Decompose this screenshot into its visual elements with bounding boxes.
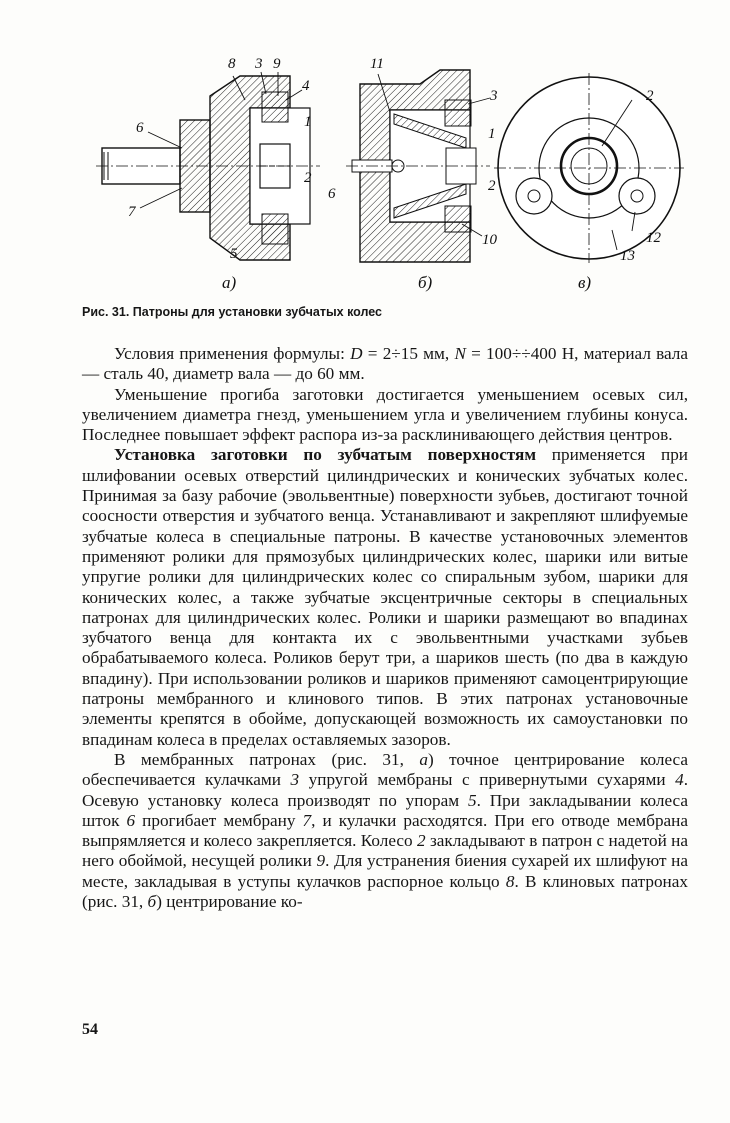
p4-s15: 9 bbox=[316, 851, 326, 871]
p4-s16: . Для устранения биения сухарей их шлифуют на месте, закладывая в уступы кулачков распорное кольцо bbox=[82, 851, 689, 891]
p3-text: применяется при шлифовании осевых отверстий цилиндрических и конических зубчатых колес. Принимая за базу рабочие (эвольвентные) поверхности зубьев, достигают точной соосности отверстия и зубчатого венца. Устанавливают и закрепляют шлифуемые зубчатые колеса в специальные патроны. В качестве установочных элементов применяют ролики для прямозубых цилиндрических колес, шарики или витые упругие ролики для цилиндрических колес со спиральным зубом, шарики для конических колес, а также зубчатые эксцентричные секторы в специальных патронах для цилиндрических колес. Ролики и шарики размещают во впадинах зубчатого венца для контакта их с эвольвентными участками зубьев обрабатываемого колеса. Роликов берут три, а шариков шесть (по два в каждую впадину). При использовании роликов и шариков применяют самоцентрирующие патроны мембранного и клинового типов. В этих патронах установочные элементы крепятся в обойме, допускающей возможность их самоустановки по впадинам колеса в пределах оставляемых зазоров. bbox=[82, 445, 688, 749]
label-a-8: 7 bbox=[128, 204, 136, 220]
label-a-4: 4 bbox=[302, 78, 310, 94]
p4-s12: , и кулачки расходятся. При его отводе мембрана выпрямляется и колесо закрепляется. Колесо bbox=[82, 810, 688, 851]
page-number: 54 bbox=[82, 1021, 98, 1038]
drawing-b-wedge-chuck bbox=[346, 70, 490, 262]
p4-s9: 6 bbox=[126, 810, 136, 830]
p1-var-n: N bbox=[454, 344, 466, 363]
paragraph-membrane-chucks bbox=[82, 750, 688, 912]
label-v-2: 12 bbox=[646, 230, 661, 246]
p1-text-1: Условия применения формулы: bbox=[114, 344, 351, 363]
sub-label-a: а) bbox=[222, 273, 237, 292]
paragraph-formula-conditions bbox=[82, 344, 688, 385]
p4-s3: 3 bbox=[290, 770, 300, 790]
label-v-1: 2 bbox=[646, 88, 654, 104]
body-text bbox=[82, 344, 688, 912]
p4-s1: а bbox=[419, 749, 428, 769]
figure-31 bbox=[90, 48, 690, 306]
figure-caption: Рис. 31. Патроны для установки зубчатых колес bbox=[82, 305, 383, 319]
label-a-7: 2 bbox=[304, 170, 312, 186]
p4-s5: 4 bbox=[675, 770, 684, 790]
p4-s10: прогибает мембрану bbox=[135, 810, 303, 830]
label-a-1: 8 bbox=[228, 56, 236, 72]
p4-s11: 7 bbox=[302, 810, 312, 830]
label-a-5: 1 bbox=[304, 114, 312, 130]
p4-s17: 8 bbox=[505, 871, 515, 891]
p4-s6: . Осевую установку колеса производят по упорам bbox=[82, 770, 688, 810]
p1-text-3: = 100÷÷400 Н, материал вала — сталь 40, диаметр вала — до 60 мм. bbox=[82, 344, 688, 384]
drawing-a-membrane-chuck bbox=[96, 76, 320, 260]
paragraph-gear-mounting bbox=[82, 445, 688, 749]
label-b-3: 1 bbox=[488, 126, 496, 142]
paragraph-deflection: Уменьшение прогиба заготовки достигается уменьшением осевых сил, увеличением диаметра гнезд, уменьшением угла и увеличением глубины конуса. Последнее повышает эффект распора из-за расклинивающего действия центров. bbox=[82, 384, 688, 445]
label-a-6: 6 bbox=[136, 120, 144, 136]
sub-figure-labels bbox=[222, 273, 591, 292]
p4-s20: ) центрирование ко- bbox=[156, 892, 303, 912]
sub-label-v: в) bbox=[578, 273, 592, 292]
p4-s14: закладывают в патрон с надетой на него обоймой, несущей ролики bbox=[82, 831, 689, 871]
label-a-9: 5 bbox=[230, 246, 238, 262]
p4-s2: ) точное центрирование колеса обеспечивается кулачками bbox=[82, 749, 688, 790]
p4-s0: В мембранных патронах (рис. 31, bbox=[114, 749, 420, 769]
p3-heading: Установка заготовки по зубчатым поверхностям bbox=[114, 445, 537, 465]
label-a-2: 3 bbox=[255, 56, 263, 72]
p4-s7: 5 bbox=[468, 790, 477, 810]
p4-s18: . В клиновых патронах (рис. 31, bbox=[82, 871, 688, 912]
chuck-drawings bbox=[90, 48, 690, 306]
p4-s13: 2 bbox=[417, 831, 426, 851]
label-b-2: 3 bbox=[490, 88, 498, 104]
label-v-3: 13 bbox=[620, 248, 635, 264]
label-b-4: 6 bbox=[328, 186, 336, 202]
label-a-3: 9 bbox=[273, 56, 281, 72]
p1-var-d: D bbox=[350, 344, 363, 363]
sub-label-b: б) bbox=[418, 273, 433, 292]
p4-s4: упругой мембраны с привернутыми сухарями bbox=[299, 770, 676, 790]
p4-s8: . При закладывании колеса шток bbox=[82, 790, 689, 830]
label-b-5: 2 bbox=[488, 178, 496, 194]
p1-text-2: = 2÷15 мм, bbox=[362, 344, 455, 363]
label-b-6: 10 bbox=[482, 232, 497, 248]
p4-s19: б bbox=[147, 892, 157, 912]
label-b-1: 11 bbox=[370, 56, 384, 72]
